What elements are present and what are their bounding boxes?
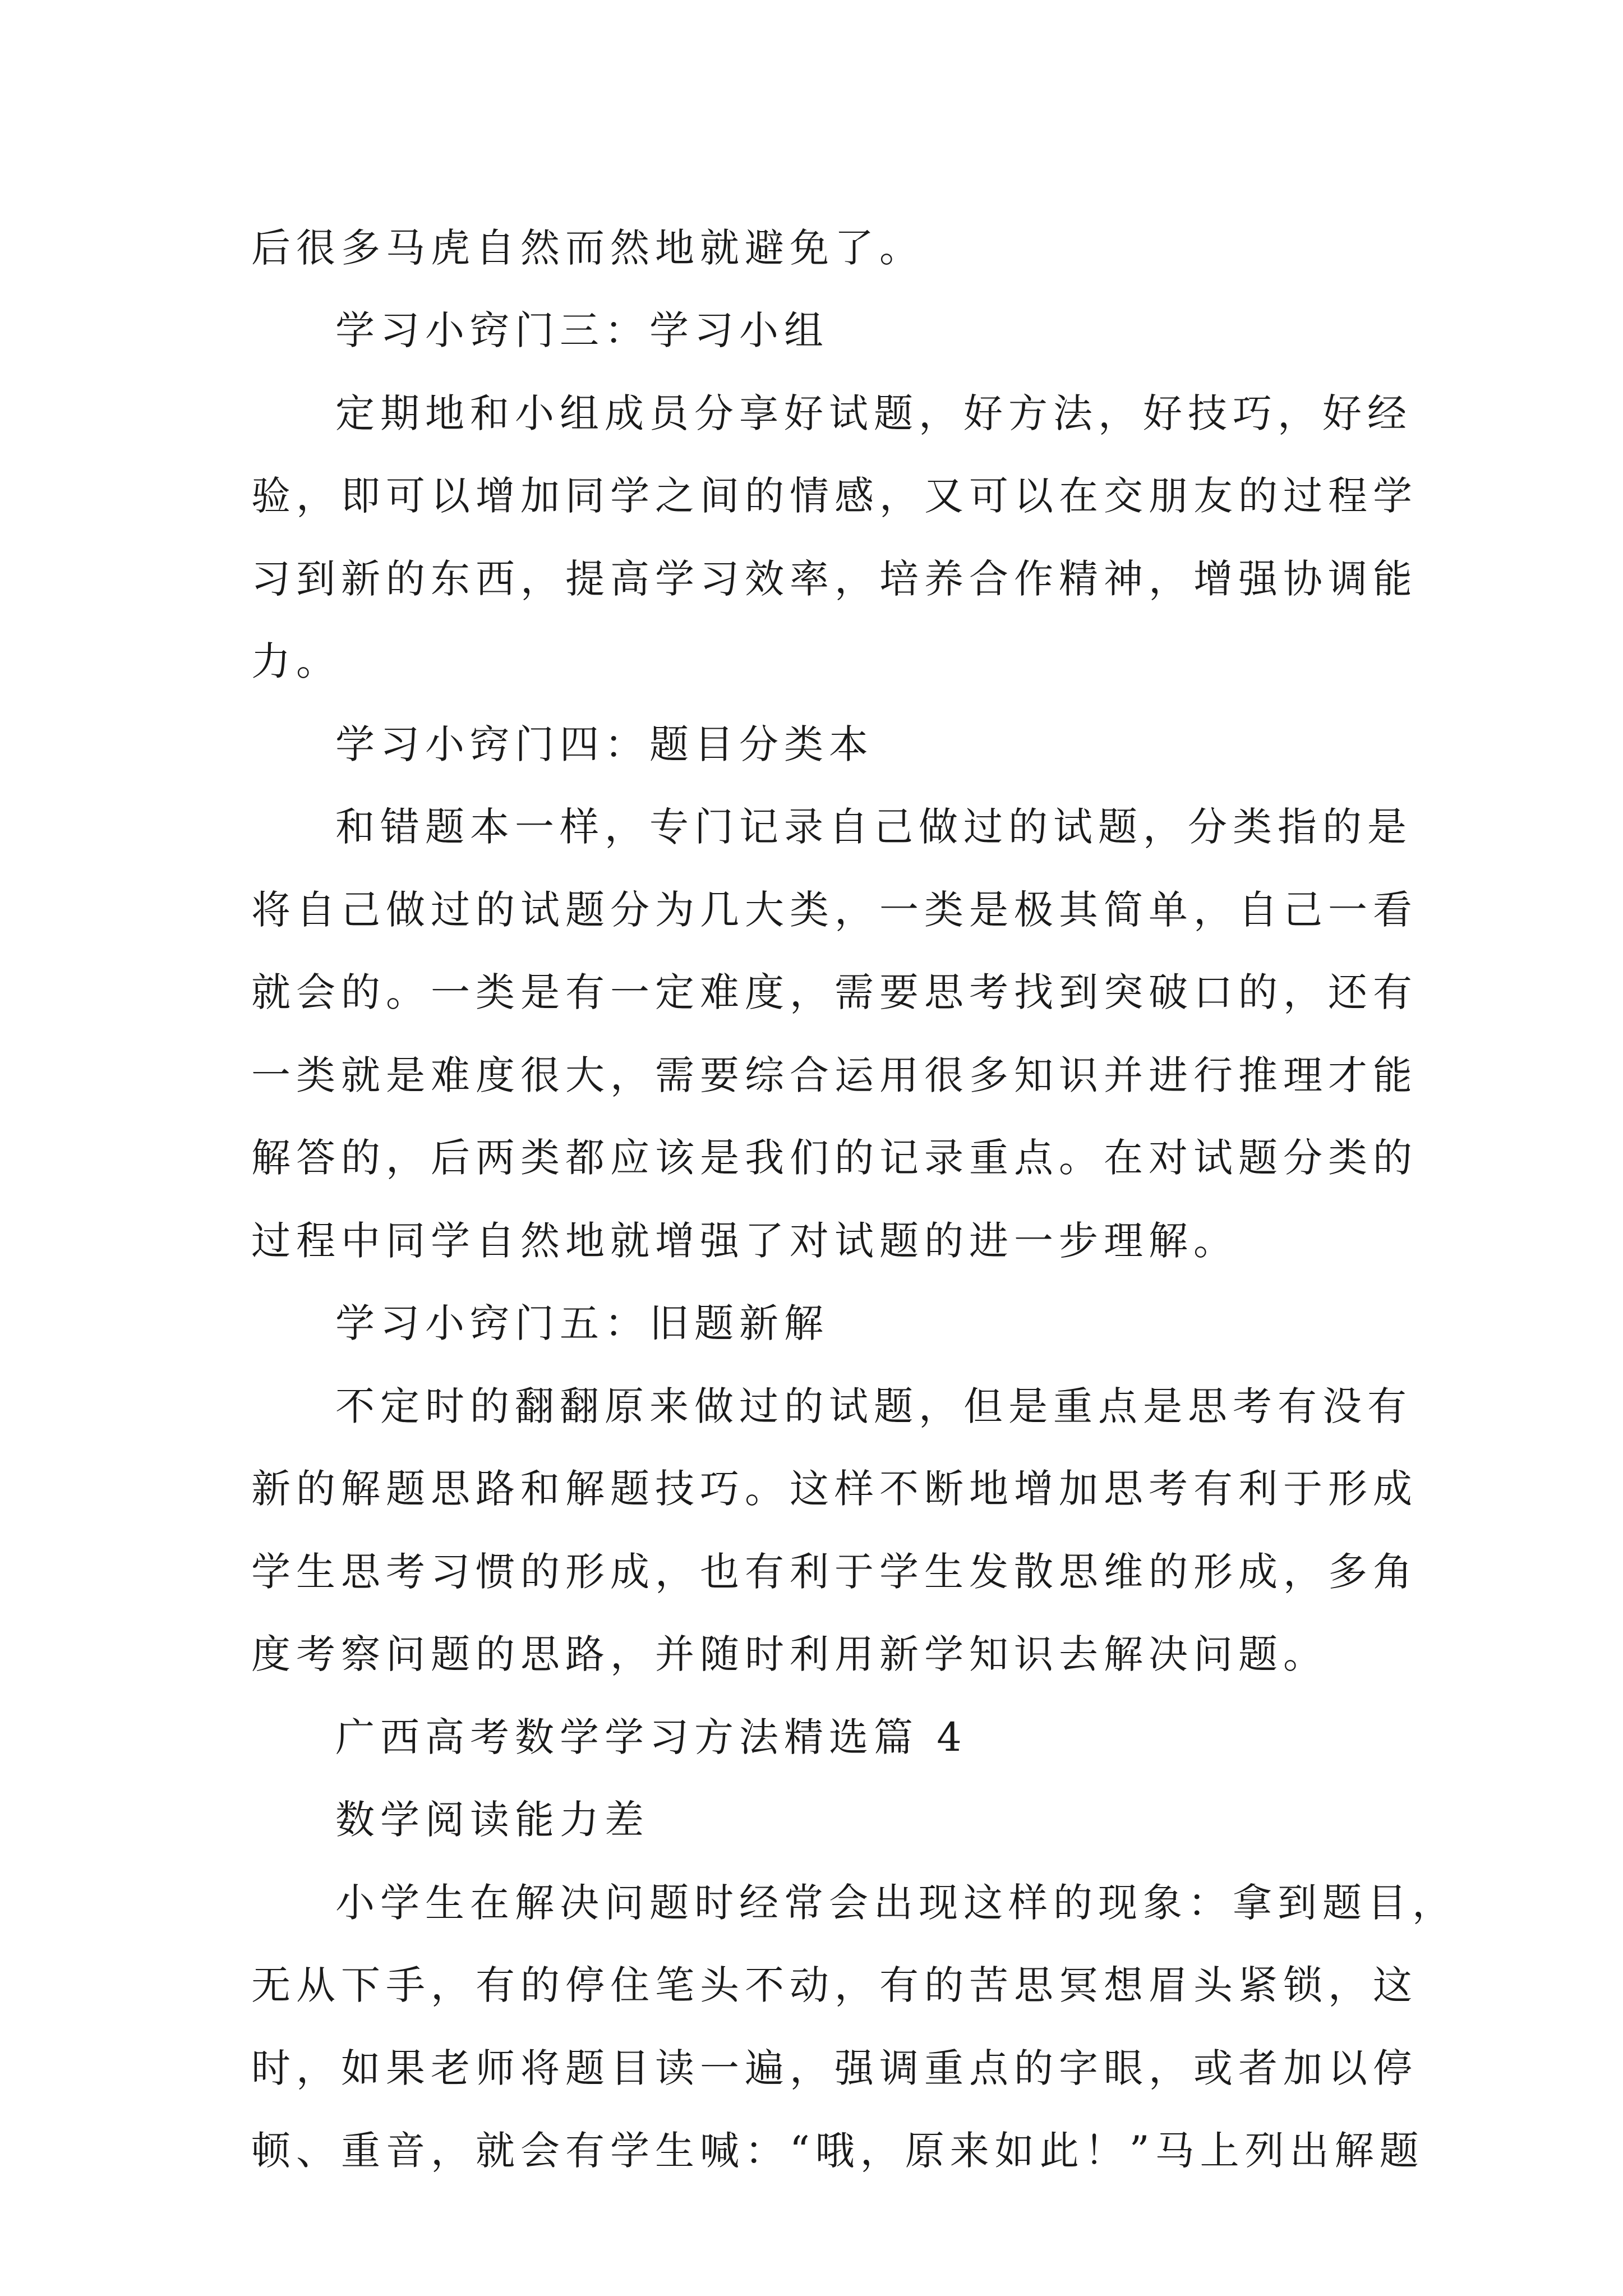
- paragraph-line: 就会的。一类是有一定难度，需要思考找到突破口的，还有: [251, 969, 1418, 1015]
- paragraph-line: 度考察问题的思路，并随时利用新学知识去解决问题。: [251, 1631, 1328, 1677]
- paragraph-line: 力。: [251, 638, 341, 684]
- paragraph-line: 习到新的东西，提高学习效率，培养合作精神，增强协调能: [251, 556, 1418, 602]
- paragraph-line: 新的解题思路和解题技巧。这样不断地增加思考有利于形成: [251, 1466, 1418, 1512]
- article-heading: 广西高考数学学习方法精选篇 4: [335, 1714, 967, 1760]
- section-heading: 学习小窍门四：题目分类本: [335, 721, 874, 767]
- paragraph-line: 时，如果老师将题目读一遍，强调重点的字眼，或者加以停: [251, 2045, 1418, 2091]
- section-heading: 学习小窍门五：旧题新解: [335, 1300, 829, 1346]
- paragraph-line: 解答的，后两类都应该是我们的记录重点。在对试题分类的: [251, 1135, 1418, 1181]
- paragraph-line: 学生思考习惯的形成，也有利于学生发散思维的形成，多角: [251, 1549, 1418, 1595]
- section-heading: 数学阅读能力差: [335, 1797, 649, 1843]
- paragraph-line: 定期地和小组成员分享好试题，好方法，好技巧，好经: [335, 390, 1412, 436]
- paragraph-line: 后很多马虎自然而然地就避免了。: [251, 225, 924, 271]
- paragraph-line: 过程中同学自然地就增强了对试题的进一步理解。: [251, 1218, 1238, 1264]
- paragraph-line: 和错题本一样，专门记录自己做过的试题，分类指的是: [335, 804, 1412, 850]
- paragraph-line: 小学生在解决问题时经常会出现这样的现象：拿到题目，: [335, 1880, 1457, 1926]
- paragraph-line: 验，即可以增加同学之间的情感，又可以在交朋友的过程学: [251, 473, 1418, 519]
- paragraph-line: 不定时的翻翻原来做过的试题，但是重点是思考有没有: [335, 1383, 1412, 1429]
- paragraph-line: 将自己做过的试题分为几大类，一类是极其简单，自己一看: [251, 887, 1418, 933]
- paragraph-line: 顿、重音，就会有学生喊：“哦，原来如此！”马上列出解题: [251, 2128, 1424, 2174]
- paragraph-line: 一类就是难度很大，需要综合运用很多知识并进行推理才能: [251, 1052, 1418, 1098]
- paragraph-line: 无从下手，有的停住笔头不动，有的苦思冥想眉头紧锁，这: [251, 1962, 1418, 2008]
- section-heading: 学习小窍门三：学习小组: [335, 307, 829, 353]
